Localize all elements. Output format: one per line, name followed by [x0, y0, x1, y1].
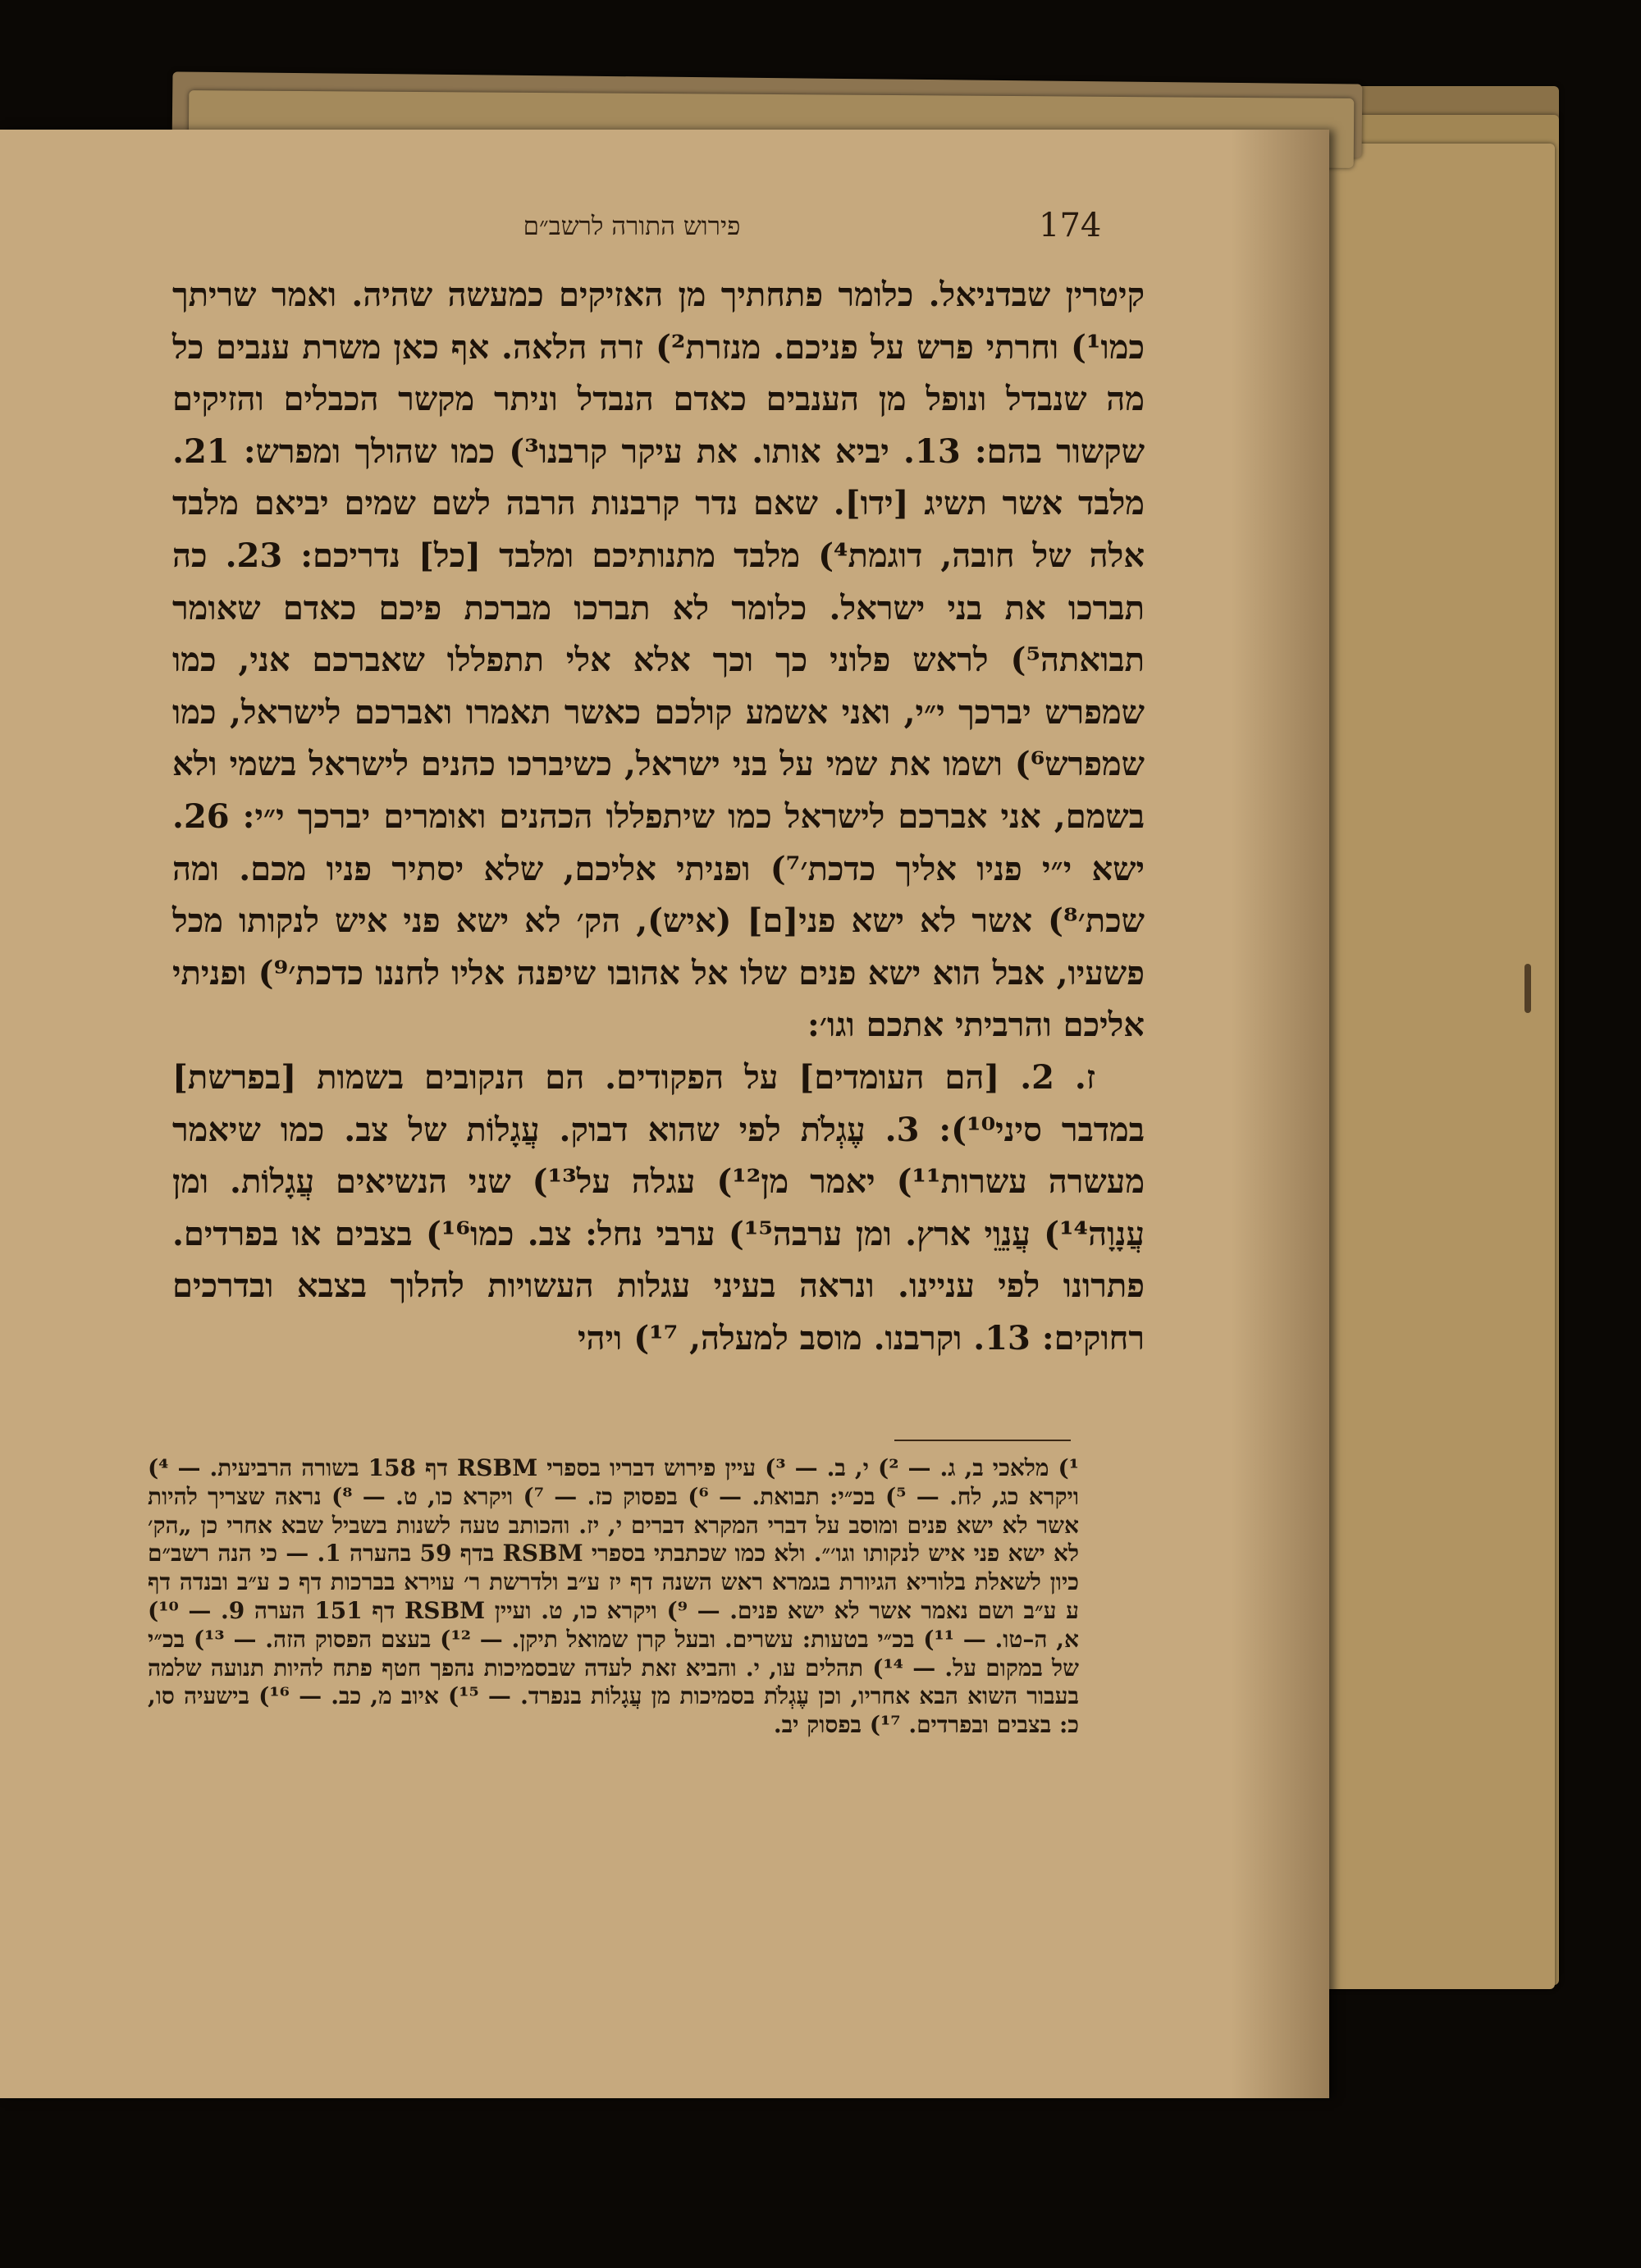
footnotes [148, 1454, 1079, 1740]
back-page-edge [1321, 144, 1555, 1989]
footnote-divider [894, 1440, 1071, 1441]
running-title: פירוש התורה לרשב״ם [523, 212, 741, 241]
binding-mark [1524, 964, 1531, 1013]
footnote-text: ¹) מלאכי ב, ג. — ²) י, ב. — ³) עיין פירוש דבריו בספרי RSBM דף 158 בשורה הרביעית. — ⁴) ויקרא כג, לח. — ⁵) בכ״י: תבואת. — ⁶) בפסוק כז. — ⁷) ויקרא כו, ט. — ⁸) נראה שצריך להיות אשר לא ישא פנים ומוסב על דברי המקרא דברים י, יז. והכותב טעה לשנות בשביל שבא אחרי כן „הק׳ לא ישא פני איש לנקותו וגו׳״. ולא כמו שכתבתי בספרי RSBM בדף 59 בהערה 1. — כי הנה רשב״ם כיון לשאלת בלוריא הגיורת בגמרא ראש השנה דף יז ע״ב ולדרשת ר׳ עוירא בברכות דף כ ע״ב ובנדה דף ע ע״ב ושם נאמר אשר לא ישא פנים. — ⁹) ויקרא כו, ט. ועיין RSBM דף 151 הערה 9. — ¹⁰) א, ה–טו. — ¹¹) בכ״י בטעות: עשרים. ובעל קרן שמואל תיקן. — ¹²) בעצם הפסוק הזה. — ¹³) בכ״י של במקום על. — ¹⁴) תהלים עו, י. והביא זאת לעדה שבסמיכות נהפך חטף פתח להיות תנועה שלמה בעבור השוא הבא אחריו, וכן עֶגְלֹת בסמיכות מן עֲגָלוֹת בנפרד. — ¹⁵) איוב מ, כב. — ¹⁶) בישעיה סו, כ: בצבים ובפרדים. ¹⁷) בפסוק יב. [148, 1454, 1080, 1739]
body-paragraph: קיטרין שבדניאל. כלומר פתחתיך מן האזיקים כמעשה שהיה. ואמר שריתך כמו¹) וחרתי פרש על פניכם. מנזרת²) זרה הלאה. אף כאן משרת ענבים כל מה שנבדל ונופל מן הענבים כאדם הנבדל וניתר מקשר הכבלים והזיקים שקשור בהם: 13. יביא אותו. את עיקר קרבנו³) כמו שהולך ומפרש: 21. מלבד אשר תשיג [ידו]. שאם נדר קרבנות הרבה לשם שמים יביאם מלבד אלה של חובה, דוגמת⁴) מלבד מתנותיכם ומלבד [כל] נדריכם: 23. כה תברכו את בני ישראל. כלומר לא תברכו מברכת פיכם כאדם שאומר תבואתה⁵) לראש פלוני כך וכך אלא אלי תתפללו שאברכם אני, כמו שמפרש יברכך י״י, ואני אשמע קולכם כאשר תאמרו ואברכם לישראל, כמו שמפרש⁶) ושמו את שמי על בני ישראל, כשיברכו כהנים לישראל בשמי ולא בשמם, אני אברכם לישראל כמו שיתפללו הכהנים ואומרים יברכך י״י: 26. ישא י״י פניו אליך כדכת׳⁷) ופניתי אליכם, שלא יסתיר פניו מכם. ומה שכת׳⁸) אשר לא ישא פני[ם] (איש), הק׳ לא ישא פני איש לנקותו מכל פשעיו, אבל הוא ישא פנים שלו אל אהובו שיפנה אליו לחננו כדכת׳⁹) ופניתי אליכם והרביתי אתכם וגו׳: [172, 276, 1145, 1045]
page-number: 174 [1039, 207, 1102, 244]
body-paragraph: ז. 2. [הם העומדים] על הפקודים. הם הנקובים בשמות [בפרשת] במדבר סיני¹⁰): 3. עֶגְלֹת לפי שהוא דבוק. עֲגָלוֹת של צב. כמו שיאמר מעשרה עשרות¹¹) יאמר מן¹²) עגלה על¹³) שני הנשיאים עֲגָלוֹת. ומן עֲנָוָה¹⁴) עֲנֵוֵי ארץ. ומן ערבה¹⁵) ערבי נחל: צב. כמו¹⁶) בצבים או בפרדים. פתרונו לפי עניינו. ונראה בעיני עגלות העשויות להלוך בצבא ובדרכים רחוקים: 13. וקרבנו. מוסב למעלה, ¹⁷) ויהי [172, 1057, 1145, 1358]
main-text [172, 269, 1145, 1364]
page-shadow [1231, 130, 1329, 2098]
